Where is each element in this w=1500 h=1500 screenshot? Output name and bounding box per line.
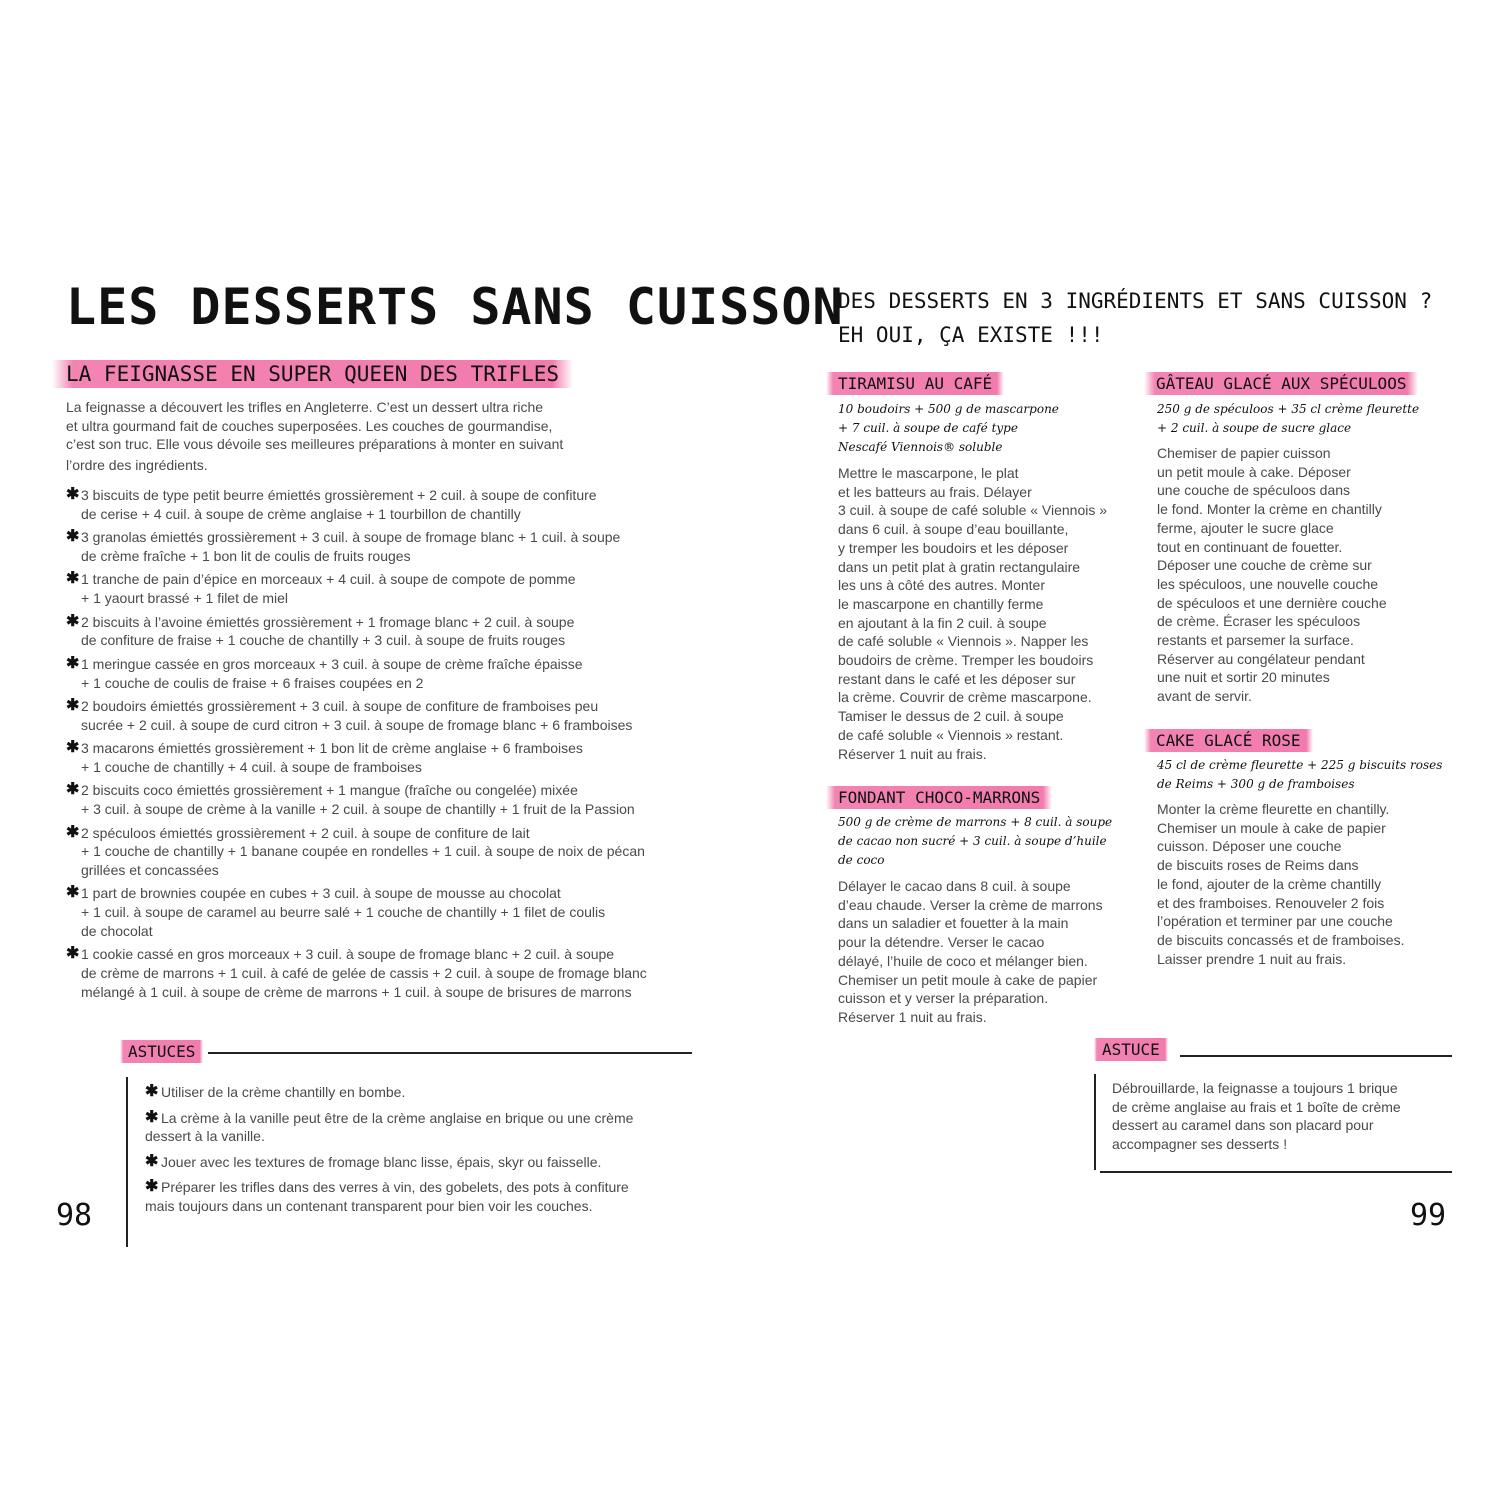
tip-item: [145, 1109, 685, 1146]
astuce-bottom-rule: [1100, 1171, 1452, 1173]
step-line: avant de servir.: [1157, 688, 1252, 705]
step-line: Chemiser un petit moule à cake de papier: [838, 971, 1098, 988]
step-line: en ajoutant à la fin 2 cuil. à soupe: [838, 614, 1047, 631]
step-line: et les batteurs au frais. Délayer: [838, 483, 1032, 500]
step-line: y tremper les boudoirs et les déposer: [838, 539, 1069, 556]
tip-item: [145, 1178, 685, 1215]
fondant-steps: [838, 877, 1138, 1027]
fondant-ingredients: [838, 813, 1138, 870]
astuce-line: dessert au caramel dans son placard pour: [1112, 1117, 1374, 1134]
asterisk-icon: ✱: [145, 1152, 159, 1170]
tiramisu-steps: [838, 464, 1138, 763]
ingredient-line: de Reims + 300 g de framboises: [1157, 777, 1355, 791]
asterisk-icon: ✱: [66, 528, 80, 546]
trifle-item-line: de cerise + 4 cuil. à soupe de crème anglaise + 1 tourbillon de chantilly: [81, 505, 521, 522]
step-line: Réserver 1 nuit au frais.: [838, 745, 987, 762]
fondant-name: FONDANT CHOCO-MARRONS: [826, 786, 1052, 809]
trifle-item: [66, 528, 666, 566]
step-line: pour la détendre. Verser le cacao: [838, 934, 1045, 951]
trifle-item: [66, 824, 666, 880]
page-number-right: 99: [1410, 1198, 1447, 1233]
step-line: Déposer une couche de crème sur: [1157, 557, 1372, 574]
step-line: 3 cuil. à soupe de café soluble « Viennois »: [838, 502, 1108, 519]
asterisk-icon: ✱: [66, 884, 80, 902]
astuces-label: ASTUCES: [120, 1040, 203, 1063]
trifle-item-line: 2 biscuits coco émiettés grossièrement + 1 mangue (fraîche ou congelée) mixée: [81, 782, 578, 799]
tip-line: mais toujours dans un contenant transparent pour bien voir les couches.: [145, 1197, 593, 1214]
asterisk-icon: ✱: [66, 612, 80, 630]
step-line: Réserver 1 nuit au frais.: [838, 1008, 987, 1025]
recipe-heading-tiramisu: [826, 372, 1004, 395]
tip-line: La crème à la vanille peut être de la crème anglaise en brique ou une crème: [161, 1109, 634, 1126]
step-line: délayé, l’huile de coco et mélanger bien.: [838, 952, 1088, 969]
ingredient-line: 45 cl de crème fleurette + 225 g biscuits roses: [1157, 758, 1443, 772]
step-line: boudoirs de crème. Tremper les boudoirs: [838, 652, 1094, 669]
step-line: cuisson. Déposer une couche: [1157, 838, 1342, 855]
trifle-item-line: 2 spéculoos émiettés grossièrement + 2 cuil. à soupe de confiture de lait: [81, 824, 530, 841]
tip-item: [145, 1083, 685, 1102]
section-subtitle: [52, 360, 573, 388]
astuce-heading: [1094, 1038, 1168, 1061]
intro-line: La feignasse a découvert les trifles en Angleterre. C’est un dessert ultra riche: [66, 399, 544, 415]
step-line: dans un saladier et fouetter à la main: [838, 915, 1069, 932]
step-line: et des framboises. Renouveler 2 fois: [1157, 894, 1385, 911]
trifle-item-line: 3 biscuits de type petit beurre émiettés grossièrement + 2 cuil. à soupe de confiture: [81, 487, 597, 503]
trifle-item-line: mélangé à 1 cuil. à soupe de crème de marrons + 1 cuil. à soupe de brisures de marrons: [81, 984, 632, 1001]
step-line: restant dans le café et les déposer sur: [838, 670, 1076, 687]
intro-line: l’ordre des ingrédients.: [66, 457, 208, 474]
step-line: Réserver au congélateur pendant: [1157, 650, 1365, 667]
tiramisu-ingredients: [838, 400, 1138, 457]
step-line: de biscuits roses de Reims dans: [1157, 857, 1359, 874]
asterisk-icon: ✱: [145, 1083, 159, 1100]
trifle-item-line: + 1 couche de chantilly + 1 banane coupée en rondelles + 1 cuil. à soupe de noix de pécan: [81, 843, 645, 860]
cake-name: CAKE GLACÉ ROSE: [1144, 729, 1313, 752]
recipe-heading-cake: [1144, 729, 1313, 752]
step-line: l’opération et terminer par une couche: [1157, 913, 1393, 930]
step-line: un petit moule à cake. Déposer: [1157, 463, 1351, 480]
trifle-item: [66, 655, 666, 693]
astuce-line: de crème anglaise au frais et 1 boîte de crème: [1112, 1098, 1401, 1115]
subtitle-highlight: LA FEIGNASSE EN SUPER QUEEN DES TRIFLES: [52, 360, 573, 388]
trifle-item-line: 2 boudoirs émiettés grossièrement + 3 cuil. à soupe de confiture de framboises peu: [81, 697, 599, 714]
asterisk-icon: ✱: [66, 945, 80, 963]
ingredient-line: + 7 cuil. à soupe de café type: [838, 421, 1018, 435]
tip-line: Utiliser de la crème chantilly en bombe.: [161, 1084, 406, 1100]
trifle-item: [66, 739, 666, 777]
astuces-vertical-rule: [126, 1077, 128, 1247]
ingredient-line: de cacao non sucré + 3 cuil. à soupe d’huile: [838, 834, 1107, 848]
right-page-title: [838, 284, 1432, 352]
ingredient-line: Nescafé Viennois® soluble: [838, 440, 1003, 454]
step-line: la crème. Couvrir de crème mascarpone.: [838, 689, 1092, 706]
trifle-item-line: de crème fraîche + 1 bon lit de coulis de fruits rouges: [81, 547, 411, 564]
trifle-item-line: + 1 yaourt brassé + 1 filet de miel: [81, 590, 288, 607]
cake-steps: [1157, 800, 1457, 968]
asterisk-icon: ✱: [66, 486, 80, 503]
page-title: LES DESSERTS SANS CUISSON: [66, 278, 844, 336]
trifle-item-line: 3 macarons émiettés grossièrement + 1 bon lit de crème anglaise + 6 framboises: [81, 740, 583, 757]
trifle-item-line: sucrée + 2 cuil. à soupe de curd citron + 3 cuil. à soupe de fromage blanc + 6 framboises: [81, 716, 633, 733]
trifle-item-line: 1 part de brownies coupée en cubes + 3 cuil. à soupe de mousse au chocolat: [81, 885, 561, 902]
astuce-line: Débrouillarde, la feignasse a toujours 1 brique: [1112, 1080, 1398, 1096]
tip-line: Jouer avec les textures de fromage blanc lisse, épais, skyr ou faisselle.: [161, 1153, 602, 1170]
step-line: de café soluble « Viennois ». Napper les: [838, 633, 1089, 650]
step-line: restants et parsemer la surface.: [1157, 632, 1354, 649]
trifle-list: [66, 486, 666, 1006]
step-line: une couche de spéculoos dans: [1157, 482, 1351, 499]
step-line: le fond, ajouter de la crème chantilly: [1157, 875, 1382, 892]
trifle-item-line: de confiture de fraise + 1 couche de chantilly + 3 cuil. à soupe de fruits rouges: [81, 632, 566, 649]
trifle-item: [66, 486, 666, 524]
step-line: Chemiser un moule à cake de papier: [1157, 819, 1386, 836]
step-line: dans 6 cuil. à soupe d’eau bouillante,: [838, 521, 1069, 538]
intro-line: c’est son truc. Elle vous dévoile ses meilleures préparations à monter en suivant: [66, 436, 564, 453]
asterisk-icon: ✱: [66, 739, 80, 757]
step-line: de biscuits concassés et de framboises.: [1157, 931, 1405, 948]
cake-ingredients: [1157, 756, 1457, 794]
right-title-line-2: EH OUI, ÇA EXISTE !!!: [838, 323, 1104, 347]
step-line: de café soluble « Viennois » restant.: [838, 726, 1064, 743]
step-line: Laisser prendre 1 nuit au frais.: [1157, 950, 1347, 967]
ingredient-line: 250 g de spéculoos + 35 cl crème fleurette: [1157, 402, 1420, 416]
step-line: les spéculoos, une nouvelle couche: [1157, 575, 1379, 592]
astuce-top-rule: [1180, 1055, 1452, 1057]
astuce-vertical-rule: [1094, 1074, 1096, 1170]
intro-paragraph: [66, 398, 606, 475]
trifle-item-line: 1 cookie cassé en gros morceaux + 3 cuil. à soupe de fromage blanc + 2 cuil. à soupe: [81, 946, 615, 963]
step-line: tout en continuant de fouetter.: [1157, 538, 1343, 555]
trifle-item: [66, 884, 666, 940]
astuce-label: ASTUCE: [1094, 1038, 1168, 1061]
tips-list: [145, 1083, 685, 1222]
trifle-item-line: + 1 couche de coulis de fraise + 6 fraises coupées en 2: [81, 674, 424, 691]
page-number-left: 98: [56, 1198, 93, 1233]
tip-line: Préparer les trifles dans des verres à vin, des gobelets, des pots à confiture: [161, 1179, 629, 1195]
trifle-item-line: 3 granolas émiettés grossièrement + 3 cuil. à soupe de fromage blanc + 1 cuil. à soupe: [81, 529, 621, 546]
trifle-item-line: + 3 cuil. à soupe de crème à la vanille + 2 cuil. à soupe de chantilly + 1 fruit de la Passion: [81, 801, 635, 818]
asterisk-icon: ✱: [66, 654, 80, 672]
step-line: Mettre le mascarpone, le plat: [838, 465, 1019, 481]
astuces-heading: [120, 1040, 203, 1063]
astuce-text: [1112, 1079, 1442, 1154]
asterisk-icon: ✱: [66, 696, 80, 714]
recipe-heading-fondant: [826, 786, 1052, 809]
asterisk-icon: ✱: [145, 1108, 159, 1126]
step-line: les uns à côté des autres. Monter: [838, 577, 1045, 594]
trifle-item-line: 2 biscuits à l’avoine émiettés grossièrement + 1 fromage blanc + 2 cuil. à soupe: [81, 613, 575, 630]
step-line: ferme, ajouter le sucre glace: [1157, 519, 1334, 536]
ingredient-line: 500 g de crème de marrons + 8 cuil. à soupe: [838, 815, 1113, 829]
trifle-item: [66, 945, 666, 1001]
trifle-item-line: grillées et concassées: [81, 862, 219, 879]
step-line: le mascarpone en chantilly ferme: [838, 595, 1044, 612]
gateau-steps: [1157, 444, 1457, 706]
ingredient-line: de coco: [838, 853, 885, 867]
ingredient-line: 10 boudoirs + 500 g de mascarpone: [838, 402, 1059, 416]
gateau-ingredients: [1157, 400, 1457, 438]
asterisk-icon: ✱: [66, 570, 80, 588]
trifle-item: [66, 697, 666, 735]
step-line: de spéculoos et une dernière couche: [1157, 594, 1387, 611]
step-line: dans un petit plat à gratin rectangulaire: [838, 558, 1081, 575]
step-line: Tamiser le dessus de 2 cuil. à soupe: [838, 708, 1064, 725]
step-line: cuisson et y verser la préparation.: [838, 990, 1049, 1007]
tiramisu-name: TIRAMISU AU CAFÉ: [826, 372, 1004, 395]
ingredient-line: + 2 cuil. à soupe de sucre glace: [1157, 421, 1352, 435]
asterisk-icon: ✱: [145, 1178, 159, 1195]
step-line: Délayer le cacao dans 8 cuil. à soupe: [838, 878, 1071, 894]
step-line: Chemiser de papier cuisson: [1157, 445, 1331, 461]
asterisk-icon: ✱: [66, 781, 80, 799]
recipe-heading-gateau: [1144, 372, 1418, 395]
step-line: une nuit et sortir 20 minutes: [1157, 669, 1330, 686]
asterisk-icon: ✱: [66, 823, 80, 841]
trifle-item-line: + 1 cuil. à soupe de caramel au beurre salé + 1 couche de chantilly + 1 filet de coulis: [81, 904, 606, 921]
step-line: d’eau chaude. Verser la crème de marrons: [838, 896, 1103, 913]
tip-line: dessert à la vanille.: [145, 1128, 265, 1144]
intro-line: et ultra gourmand fait de couches superposées. Les couches de gourmandise,: [66, 417, 553, 434]
trifle-item-line: de crème de marrons + 1 cuil. à café de gelée de cassis + 2 cuil. à soupe de fromage blanc: [81, 965, 647, 982]
step-line: Monter la crème fleurette en chantilly.: [1157, 801, 1390, 817]
tip-item: [145, 1153, 685, 1172]
astuce-line: accompagner ses desserts !: [1112, 1136, 1288, 1153]
step-line: le fond. Monter la crème en chantilly: [1157, 501, 1382, 518]
trifle-item: [66, 781, 666, 819]
astuces-rule: [208, 1052, 692, 1054]
trifle-item-line: de chocolat: [81, 923, 153, 940]
trifle-item: [66, 570, 666, 608]
trifle-item-line: 1 meringue cassée en gros morceaux + 3 cuil. à soupe de crème fraîche épaisse: [81, 655, 583, 672]
gateau-name: GÂTEAU GLACÉ AUX SPÉCULOOS: [1144, 372, 1418, 395]
trifle-item-line: 1 tranche de pain d’épice en morceaux + 4 cuil. à soupe de compote de pomme: [81, 571, 576, 588]
trifle-item: [66, 613, 666, 651]
step-line: de crème. Écraser les spéculoos: [1157, 613, 1361, 630]
trifle-item-line: + 1 couche de chantilly + 4 cuil. à soupe de framboises: [81, 758, 422, 775]
right-title-line-1: DES DESSERTS EN 3 INGRÉDIENTS ET SANS CUISSON ?: [838, 289, 1433, 313]
